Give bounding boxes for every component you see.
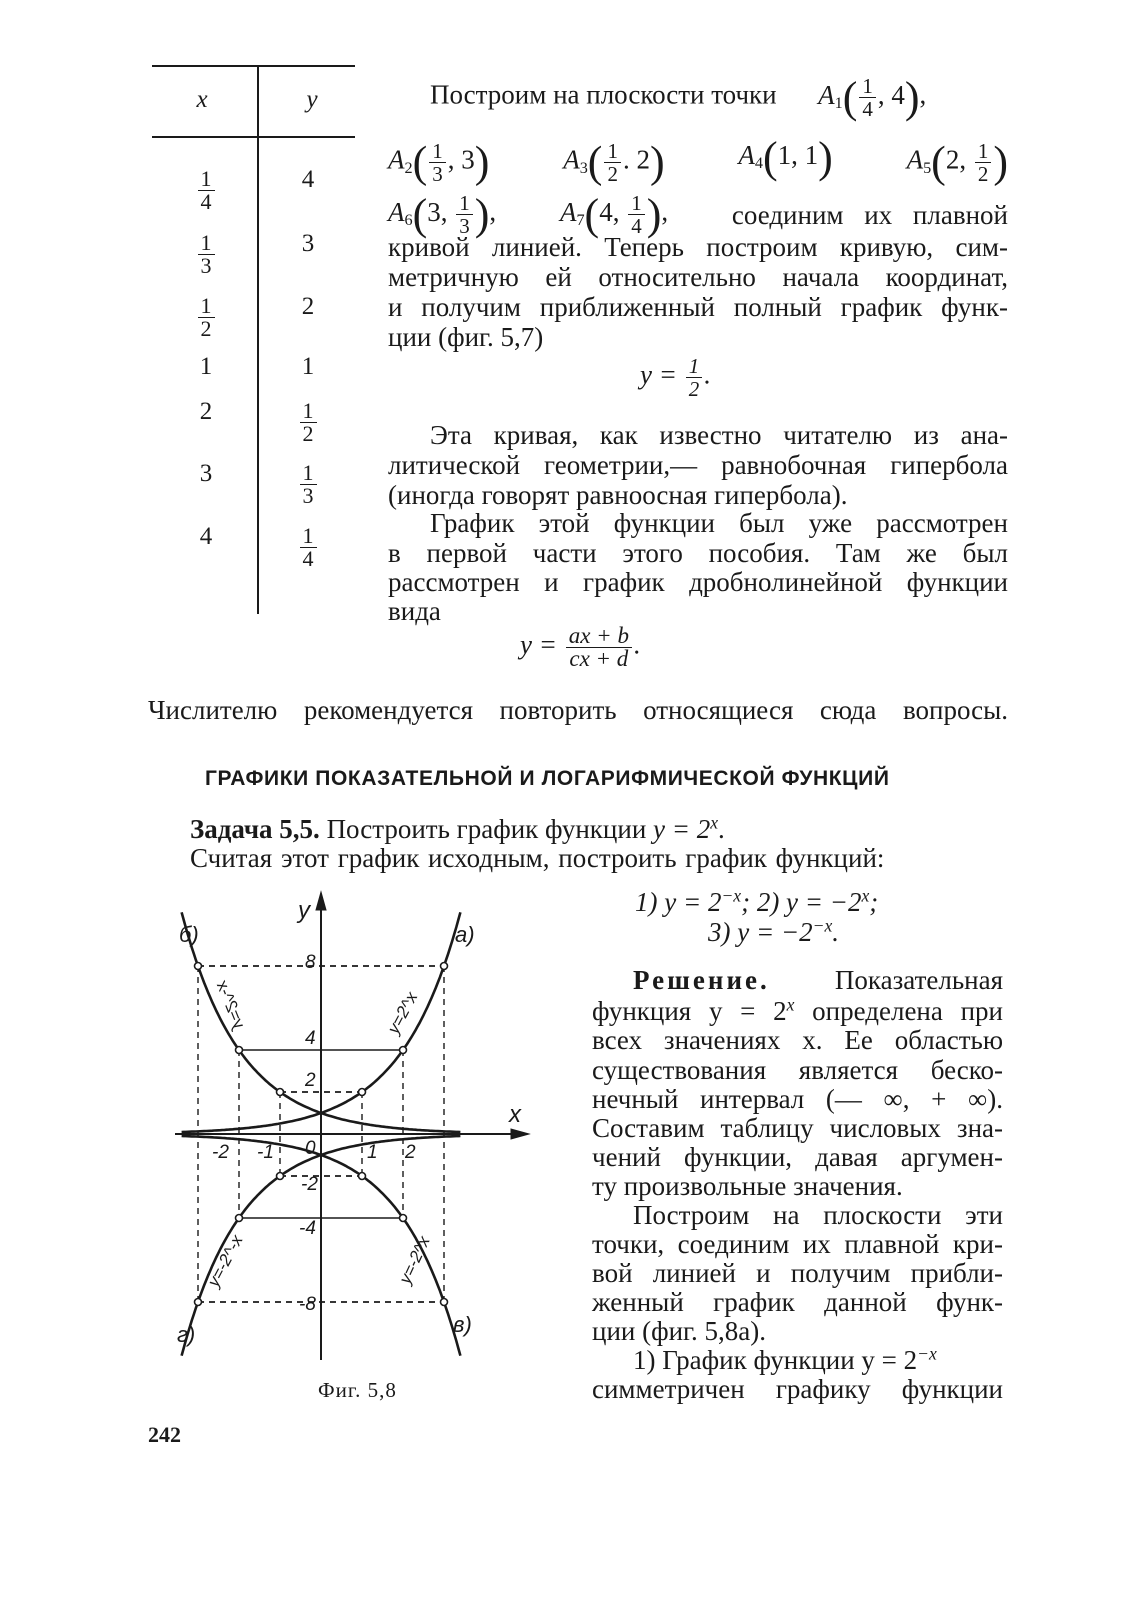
fraction-num: 1	[198, 295, 215, 318]
formula-label-neg-2-neg-x: y=-2^-x	[203, 1231, 247, 1290]
y-axis-arrow	[316, 892, 326, 910]
formula-1: y = $\frac{1}{2}$ .	[640, 354, 711, 401]
para3-line1: График этой функции был уже рассмотрен	[430, 508, 1008, 538]
fraction	[456, 192, 473, 237]
table-cell-y	[278, 400, 338, 445]
fraction-num: 1	[198, 232, 215, 255]
table-top-rule	[152, 65, 355, 67]
para2-line2: литической геометрии,— равнобочная гипербола	[388, 450, 1008, 480]
y-tick-label: 2	[305, 1070, 316, 1091]
point-index: 4	[754, 154, 763, 173]
point-a5: $A_5(2$, $\frac{1}{2}$ )	[906, 137, 1008, 187]
curve-point	[277, 1089, 284, 1096]
curve-point	[441, 963, 448, 970]
fraction-den: 3	[200, 253, 212, 278]
para3-line2: в первой части этого пособия. Там же был	[388, 538, 1008, 568]
x-axis-arrow	[511, 1129, 529, 1139]
point-a3: $A_3$( $\frac{1}{2}$ . 2)	[563, 137, 665, 187]
point-a6: $A_6(3$, $\frac{1}{3}$ )	[388, 189, 490, 239]
value: 2	[199, 398, 213, 425]
x-tick-label: -2	[212, 1142, 229, 1163]
case-2-exp: x	[861, 885, 870, 906]
table-cell-y	[278, 168, 338, 192]
point-a7: $A_7(4$, $\frac{1}{4}$ )	[559, 189, 662, 239]
point-index: 5	[923, 158, 932, 177]
fraction	[198, 232, 215, 277]
value: 3	[301, 230, 315, 257]
solution-line-10: точки, соединим их плавной кри-	[592, 1229, 1003, 1259]
solution-l2exp: x	[786, 994, 795, 1015]
case-3: 3) y = −2	[708, 917, 813, 947]
table-cell-x	[176, 462, 236, 486]
task-line-2: Считая этот график исходным, построить график функций:	[190, 843, 885, 873]
formula-1-den: 2	[688, 377, 700, 401]
solution-l14exp: −x	[917, 1343, 937, 1364]
curve-label-g: г)	[177, 1322, 196, 1347]
fraction	[859, 75, 876, 120]
value: 1	[804, 140, 819, 170]
fraction-num: 1	[429, 140, 446, 163]
fraction-num: 1	[300, 462, 317, 485]
solution-line-1	[633, 965, 1003, 995]
para3-line4: вида	[388, 596, 441, 626]
formula-2: y = $\frac{ax + b}{cx + d}$ .	[520, 623, 641, 671]
x-axis-label: x	[509, 1101, 521, 1128]
para3-line3: рассмотрен и график дробнолинейной функции	[388, 567, 1008, 597]
table-cell-y	[278, 232, 338, 256]
formula-1-num: 1	[686, 355, 703, 378]
solution-label: Решение.	[633, 965, 770, 995]
curve-point	[277, 1173, 284, 1180]
curve-point	[359, 1089, 366, 1096]
point-label: A	[818, 79, 835, 110]
point-label: A	[559, 196, 577, 227]
curve-point	[359, 1173, 366, 1180]
task-label: Задача 5,5.	[190, 814, 320, 844]
point-index: 3	[579, 158, 588, 177]
points-line-3: $A_6(3$, $\frac{1}{3}$ ), $A_7(4$, $\frac{1}{4}$ ), соединим их плавной	[388, 189, 1008, 239]
curve-point	[400, 1047, 407, 1054]
fraction-den: 2	[607, 162, 618, 186]
fraction-den: 2	[200, 316, 212, 341]
x-tick-label: -1	[257, 1142, 274, 1163]
fraction-num: 1	[604, 140, 621, 163]
value: 3	[199, 460, 213, 487]
y-tick-label: 8	[305, 952, 316, 973]
fraction	[429, 140, 446, 185]
fraction	[198, 295, 215, 340]
cases-line-2: 3) $y = -2^{-x}$.	[708, 915, 840, 947]
table-cell-y	[278, 355, 338, 379]
fraction	[628, 192, 645, 237]
curve-point	[236, 1047, 243, 1054]
y-axis-label: y	[298, 897, 310, 924]
fraction-den: 2	[977, 162, 989, 186]
solution-line-7: чений функции, давая аргумен-	[592, 1142, 1003, 1172]
formula-2-den: cx + d	[569, 646, 629, 671]
case-3-exp: −x	[812, 915, 833, 936]
solution-line-3: всех значениях x. Ее областью	[592, 1025, 1003, 1055]
formula-2-lhs: y	[520, 629, 532, 660]
table-cell-y	[278, 462, 338, 507]
point-label: A	[906, 144, 924, 175]
table-cell-y	[278, 295, 338, 319]
table-cell-x	[176, 295, 236, 340]
solution-line-6: Составим таблицу числовых зна-	[592, 1113, 1003, 1143]
point-index: 2	[404, 158, 413, 177]
case-2: ; 2) y = −2	[741, 887, 862, 917]
value: 1	[199, 353, 213, 380]
fraction-num: 1	[198, 168, 215, 191]
fraction	[975, 140, 992, 185]
point-label: A	[388, 144, 405, 175]
fraction	[300, 525, 317, 570]
fraction-den: 3	[432, 162, 443, 186]
full-width-line: Числителю рекомендуется повторить относящиеся сюда вопросы.	[148, 695, 1008, 725]
value: 2	[636, 144, 650, 175]
fraction-den: 3	[302, 483, 314, 508]
text-line-5: кривой линией. Теперь построим кривую, сим-	[388, 232, 1008, 262]
fraction-den: 3	[459, 214, 470, 238]
formula-label-neg-2x: y=-2^x	[395, 1233, 434, 1287]
point-label: A	[563, 144, 580, 175]
curve-label-v: в)	[453, 1312, 472, 1337]
points-line-2	[388, 132, 1008, 187]
table-vertical-rule	[257, 66, 259, 614]
case-1: 1) y = 2	[635, 887, 722, 917]
text-line-8: ции (фиг. 5,7)	[388, 322, 544, 352]
points-line-1: Построим на плоскости точки $A_1$( $\frac{1}{4}$ , 4),	[430, 72, 927, 122]
text-line-7: и получим приближенный полный график функ-	[388, 292, 1008, 322]
table-header-x: x	[196, 86, 208, 113]
solution-line-15: симметричен графику функции	[592, 1374, 1003, 1404]
point-a1: $A_1$( $\frac{1}{4}$ , 4)	[818, 72, 920, 122]
fraction	[300, 462, 317, 507]
table-cell-x	[176, 232, 236, 277]
value: 4	[891, 79, 905, 110]
solution-l1: Показательная	[834, 965, 1003, 995]
point-label: A	[738, 140, 755, 170]
task-formula-exp: x	[710, 812, 719, 833]
fraction-num: 1	[859, 75, 876, 98]
point-a4: $A_4(1$, 1)	[738, 132, 833, 182]
x-tick-label: 1	[367, 1142, 378, 1163]
point-index: 6	[404, 210, 413, 229]
task-formula	[653, 814, 718, 844]
value: 2	[301, 293, 315, 320]
formula-label-2-neg-x: y=2^-x	[212, 977, 249, 1032]
fraction	[604, 140, 621, 185]
fraction-num: 1	[300, 525, 317, 548]
table-cell-x	[176, 525, 236, 549]
table-cell-y	[278, 525, 338, 570]
value: 3	[461, 144, 475, 175]
table-cell-x	[176, 400, 236, 424]
formula-2-num: ax + b	[566, 625, 632, 648]
value: 4	[599, 196, 613, 227]
curve-point	[400, 1215, 407, 1222]
fraction-num: 1	[300, 400, 317, 423]
text-line-6: метричную ей относительно начала координат,	[388, 262, 1008, 292]
table-cell-x	[176, 168, 236, 213]
curve-label-a: а)	[455, 922, 475, 947]
solution-line-14	[633, 1345, 937, 1375]
task-text: Построить график функции	[326, 814, 647, 844]
value: 4	[301, 166, 315, 193]
fraction	[300, 400, 317, 445]
intro-text: Построим на плоскости точки	[430, 79, 777, 110]
fraction	[198, 168, 215, 213]
section-heading: ГРАФИКИ ПОКАЗАТЕЛЬНОЙ И ЛОГАРИФМИЧЕСКОЙ ФУНКЦИЙ	[205, 767, 890, 790]
solution-line-11: вой линией и получим прибли-	[592, 1258, 1003, 1288]
curve-point	[441, 1299, 448, 1306]
fraction-den: 4	[631, 214, 642, 238]
fraction-num: 1	[975, 140, 992, 163]
figure-caption: Фиг. 5,8	[318, 1378, 397, 1402]
origin-label: 0	[305, 1138, 316, 1159]
solution-line-8: ту произвольные значения.	[592, 1171, 903, 1201]
point-label: A	[388, 196, 405, 227]
solution-line-13: ции (фиг. 5,8a).	[592, 1316, 767, 1346]
value: 1	[301, 353, 315, 380]
task-line: Задача 5,5. Построить график функции $y = 2^x$.	[190, 812, 725, 844]
value: 3	[427, 196, 441, 227]
fraction-num: 1	[628, 192, 645, 215]
solution-line-5: нечный интервал (— ∞, + ∞).	[592, 1084, 1003, 1114]
formula-label-2x: y=2^x	[383, 988, 422, 1037]
case-1-exp: −x	[721, 885, 742, 906]
para2-line3: (иногда говорят равноосная гипербола).	[388, 480, 848, 510]
task-formula-base: y = 2	[653, 814, 711, 844]
fraction-den: 4	[302, 546, 314, 571]
x-tick-label: 2	[405, 1142, 416, 1163]
curve-point	[195, 1299, 202, 1306]
y-tick-label: -4	[299, 1218, 316, 1239]
y-tick-label: 4	[305, 1028, 316, 1049]
para2-line1: Эта кривая, как известно читателю из ана-	[430, 420, 1008, 450]
cases-line-1: 1) $y = 2^{-x}$; 2) $y = -2^x$;	[635, 885, 879, 917]
value: 4	[199, 523, 213, 550]
formula-1-lhs: y	[640, 359, 652, 390]
curve-point	[195, 963, 202, 970]
curve-point	[236, 1215, 243, 1222]
page-number: 242	[148, 1422, 181, 1447]
solution-l2a: функция y = 2	[592, 996, 787, 1026]
table-cell-x	[176, 355, 236, 379]
fraction-num: 1	[456, 192, 473, 215]
figure-5-8	[165, 890, 565, 1360]
fraction-den: 2	[302, 421, 314, 446]
formula-2-frac	[566, 625, 632, 670]
point-index: 1	[834, 93, 843, 112]
table-header-y: y	[306, 86, 318, 113]
solution-line-12: женный график данной функ-	[592, 1287, 1003, 1317]
line4-tail: соединим их плавной	[731, 199, 1008, 230]
value: 2	[945, 144, 960, 175]
solution-line-4: существования является беско-	[592, 1055, 1003, 1085]
formula-1-frac	[686, 355, 703, 400]
solution-line-2	[592, 996, 1003, 1026]
solution-l14a: 1) График функции y = 2	[633, 1345, 918, 1375]
table-header-rule	[152, 136, 355, 138]
point-a2: $A_2$( $\frac{1}{3}$ , 3)	[388, 137, 490, 187]
fraction-den: 4	[200, 189, 212, 214]
y-tick-label: -8	[299, 1294, 316, 1315]
solution-l2b: определена при	[794, 996, 1003, 1026]
point-index: 7	[576, 210, 585, 229]
fraction-den: 4	[862, 97, 873, 121]
value: 1	[777, 140, 792, 170]
solution-line-9: Построим на плоскости эти	[633, 1200, 1003, 1230]
curve-label-b: б)	[179, 922, 199, 947]
y-tick-label: -2	[301, 1174, 318, 1195]
